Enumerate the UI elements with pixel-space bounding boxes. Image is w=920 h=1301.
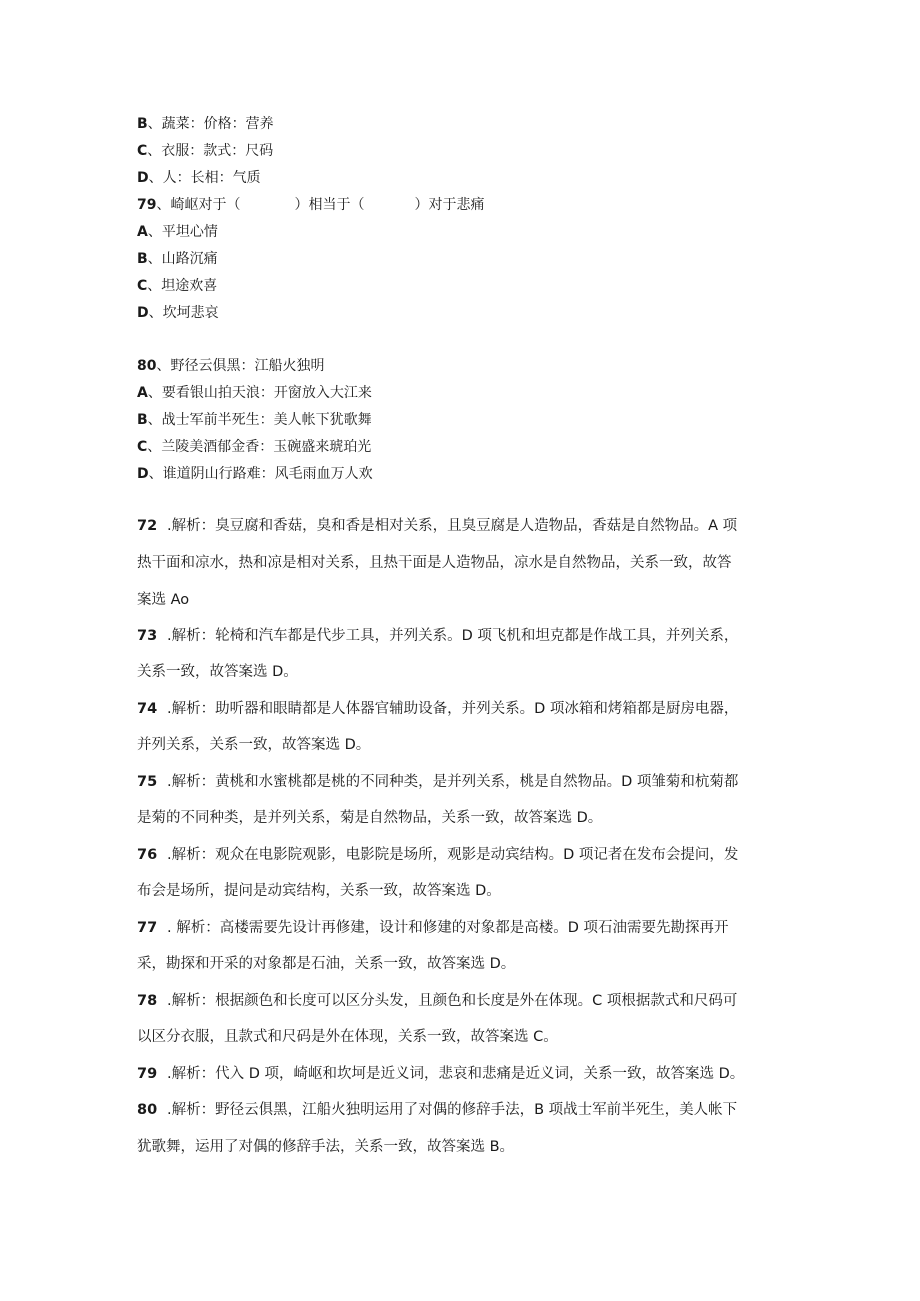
option-d-line [137,168,261,188]
answer-text: .解析：黄桃和水蜜桃都是桃的不同种类，是并列关系，桃是自然物品。D 项雏菊和杭菊都 [167,774,739,790]
answer-72-line-3: 案选 Ao [137,592,190,608]
answer-text: .解析：助听器和眼睛都是人体器官辅助设备，并列关系。D 项冰箱和烤箱都是厨房电器， [167,701,739,717]
option-text: 、人：长相：气质 [148,170,261,186]
option-letter: B [137,116,148,132]
answer-73-line-1 [137,626,738,646]
answer-number: 80 [137,1102,158,1118]
q79-option-b [137,249,218,269]
answer-number: 75 [137,774,158,790]
option-letter: C [137,278,148,294]
answer-75-line-2: 是菊的不同种类，是并列关系，菊是自然物品，关系一致，故答案选 D。 [137,810,603,826]
answer-80-line-2: 犹歌舞，运用了对偶的修辞手法，关系一致，故答案选 B。 [137,1139,515,1155]
option-b-line [137,114,274,134]
answer-76-line-1 [137,845,738,865]
answer-number: 73 [137,628,158,644]
option-text: 、山路沉痛 [147,251,218,267]
answer-78-line-2: 以区分衣服，且款式和尺码是外在体现，关系一致，故答案选 C。 [137,1029,558,1045]
stem-part: ）对于悲痛 [414,197,485,213]
answer-74-line-1 [137,699,738,719]
answer-77-line-1 [137,918,729,938]
option-letter: B [137,412,148,428]
option-text: 、平坦心情 [147,224,218,240]
option-c-line [137,141,273,161]
option-text: 、要看银山拍天浪：开窗放入大江来 [147,385,372,401]
answer-74-line-2: 并列关系，关系一致，故答案选 D。 [137,737,371,753]
stem-text: 、野径云俱黑：江船火独明 [156,358,325,374]
q80-option-a [137,383,372,403]
option-letter: A [137,385,148,401]
q79-option-d [137,303,219,323]
option-letter: C [137,439,148,455]
option-text: 、衣服：款式：尺码 [147,143,274,159]
answer-number: 79 [137,1066,158,1082]
question-79-stem [137,195,484,215]
option-text: 、兰陵美酒郁金香：玉碗盛来琥珀光 [147,439,372,455]
stem-part: 、崎岖对于（ [156,197,241,213]
answer-number: 78 [137,993,158,1009]
stem-part: ）相当于（ [294,197,365,213]
option-letter: A [137,224,148,240]
option-text: 、蔬菜：价格：营养 [147,116,274,132]
q79-option-a [137,222,218,242]
option-letter: D [137,170,149,186]
option-letter: D [137,305,149,321]
question-number: 79 [137,197,157,213]
answer-76-line-2: 布会是场所，提问是动宾结构，关系一致，故答案选 D。 [137,883,501,899]
option-letter: C [137,143,148,159]
answer-78-line-1 [137,991,737,1011]
answer-text: .解析：臭豆腐和香菇，臭和香是相对关系，且臭豆腐是人造物品，香菇是自然物品。A 项 [167,518,738,534]
answer-72-line-1 [137,516,737,536]
q80-option-b [137,410,372,430]
answer-75-line-1 [137,772,738,792]
answer-text: .解析：根据颜色和长度可以区分头发，且颜色和长度是外在体现。C 项根据款式和尺码可 [167,993,738,1009]
answer-73-line-2: 关系一致，故答案选 D。 [137,664,298,680]
question-number: 80 [137,358,157,374]
answer-text: .解析：轮椅和汽车都是代步工具，并列关系。D 项飞机和坦克都是作战工具，并列关系， [167,628,739,644]
option-letter: B [137,251,148,267]
option-letter: D [137,466,149,482]
answer-80-line-1 [137,1100,737,1120]
q79-option-c [137,276,217,296]
option-text: 、战士军前半死生：美人帐下犹歌舞 [147,412,372,428]
answer-79-line-1 [137,1064,744,1084]
answer-number: 77 [137,920,158,936]
option-text: 、谁道阴山行路难：风毛雨血万人欢 [148,466,373,482]
answer-number: 76 [137,847,158,863]
option-text: 、坦途欢喜 [147,278,218,294]
question-80-stem [137,356,324,376]
answer-number: 72 [137,518,158,534]
answer-72-line-2: 热干面和凉水，热和凉是相对关系，且热干面是人造物品，凉水是自然物品，关系一致，故答 [137,555,732,571]
answer-text: .解析：观众在电影院观影，电影院是场所，观影是动宾结构。D 项记者在发布会提问，发 [167,847,739,863]
q80-option-c [137,437,371,457]
answer-text: .解析：代入 D 项，崎岖和坎坷是近义词，悲哀和悲痛是近义词，关系一致，故答案选 D。 [167,1066,745,1082]
answer-text: .解析：野径云俱黑，江船火独明运用了对偶的修辞手法，B 项战士军前半死生，美人帐下 [167,1102,738,1118]
answer-77-line-2: 采，勘探和开采的对象都是石油，关系一致，故答案选 D。 [137,956,516,972]
q80-option-d [137,464,373,484]
answer-number: 74 [137,701,158,717]
answer-text: . 解析：高楼需要先设计再修建，设计和修建的对象都是高楼。D 项石油需要先勘探再开 [167,920,729,936]
option-text: 、坎坷悲哀 [148,305,219,321]
